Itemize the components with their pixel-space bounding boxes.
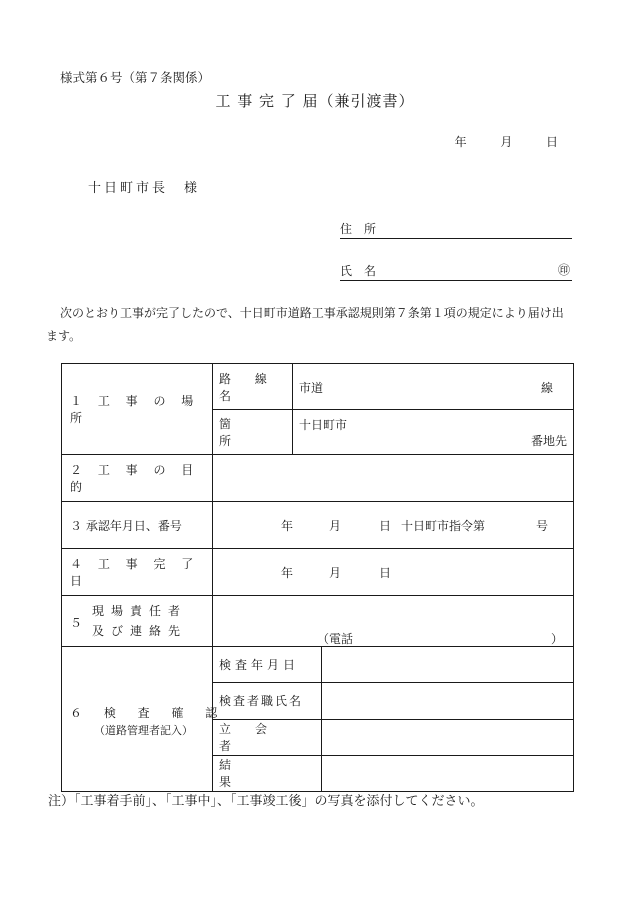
photo-note: 注）「工事着手前」、「工事中」、「工事竣工後」の写真を添付してください。 xyxy=(48,794,484,809)
order-prefix: 十日町市指令第 xyxy=(401,519,486,533)
form-number: 様式第６号（第７条関係） xyxy=(60,70,211,85)
completion-date-label: ４ 工 事 完 了 日 xyxy=(62,549,213,596)
inspector-label: 検査者職氏名 xyxy=(213,683,322,719)
completion-year: 年 xyxy=(281,566,294,580)
witness-cell[interactable] xyxy=(322,719,574,755)
place-label: 箇 所 xyxy=(213,410,293,455)
place-prefix: 十日町市 xyxy=(299,418,348,432)
result-cell[interactable] xyxy=(322,755,574,791)
addressee: 十日町市長 様 xyxy=(88,181,201,196)
supervisor-line1: 現場責任者 xyxy=(92,604,188,618)
supervisor-cell[interactable] xyxy=(213,596,574,647)
completion-day: 日 xyxy=(379,566,392,580)
approval-cell[interactable] xyxy=(213,502,574,549)
document-title: 工 事 完 了 届（兼引渡書） xyxy=(215,92,415,110)
route-name-label: 路 線 名 xyxy=(213,364,293,410)
route-prefix: 市道 xyxy=(299,381,324,395)
completion-table xyxy=(61,363,574,792)
route-name-cell[interactable] xyxy=(293,364,574,410)
approval-label: ３ 承認年月日、番号 xyxy=(62,502,213,549)
approval-day: 日 xyxy=(379,519,392,533)
address-field[interactable] xyxy=(340,220,572,239)
date-year-label: 年 xyxy=(454,135,467,149)
inspection-sublabel: （道路管理者記入） xyxy=(94,724,193,737)
date-month-label: 月 xyxy=(500,135,513,149)
inspection-title: ６ 検 査 確 認 xyxy=(70,706,227,720)
place-suffix: 番地先 xyxy=(530,434,567,448)
place-cell[interactable] xyxy=(293,410,574,455)
seal-mark: ㊞ xyxy=(557,263,570,277)
inspection-label xyxy=(62,647,227,792)
name-field[interactable] xyxy=(340,262,572,281)
purpose-label: ２ 工 事 の 目 的 xyxy=(62,455,213,502)
approval-year: 年 xyxy=(281,519,294,533)
purpose-cell[interactable] xyxy=(213,455,574,502)
inspector-cell[interactable] xyxy=(322,683,574,719)
name-label: 氏 名 xyxy=(340,264,377,278)
order-suffix: 号 xyxy=(536,519,549,533)
supervisor-line2: 及び連絡先 xyxy=(92,624,188,638)
completion-date-cell[interactable] xyxy=(213,549,574,596)
approval-month: 月 xyxy=(329,519,342,533)
witness-label: 立会者 xyxy=(213,719,322,755)
supervisor-label xyxy=(62,596,213,647)
completion-month: 月 xyxy=(329,566,342,580)
submission-date[interactable] xyxy=(455,133,558,150)
result-label: 結果 xyxy=(213,755,322,791)
inspection-date-cell[interactable] xyxy=(322,647,574,683)
intro-paragraph: 次のとおり工事が完了したので、十日町市道路工事承認規則第７条第１項の規定により届け出ます。 xyxy=(46,306,564,343)
inspection-date-label: 検査年月日 xyxy=(213,647,322,683)
phone-close: ） xyxy=(550,632,563,646)
location-label: １ 工 事 の 場 所 xyxy=(62,364,213,455)
date-day-label: 日 xyxy=(545,135,558,149)
address-label: 住 所 xyxy=(340,222,377,236)
supervisor-num: ５ xyxy=(70,616,83,630)
phone-open: （電話 xyxy=(317,632,354,646)
route-suffix: 線 xyxy=(540,381,553,395)
